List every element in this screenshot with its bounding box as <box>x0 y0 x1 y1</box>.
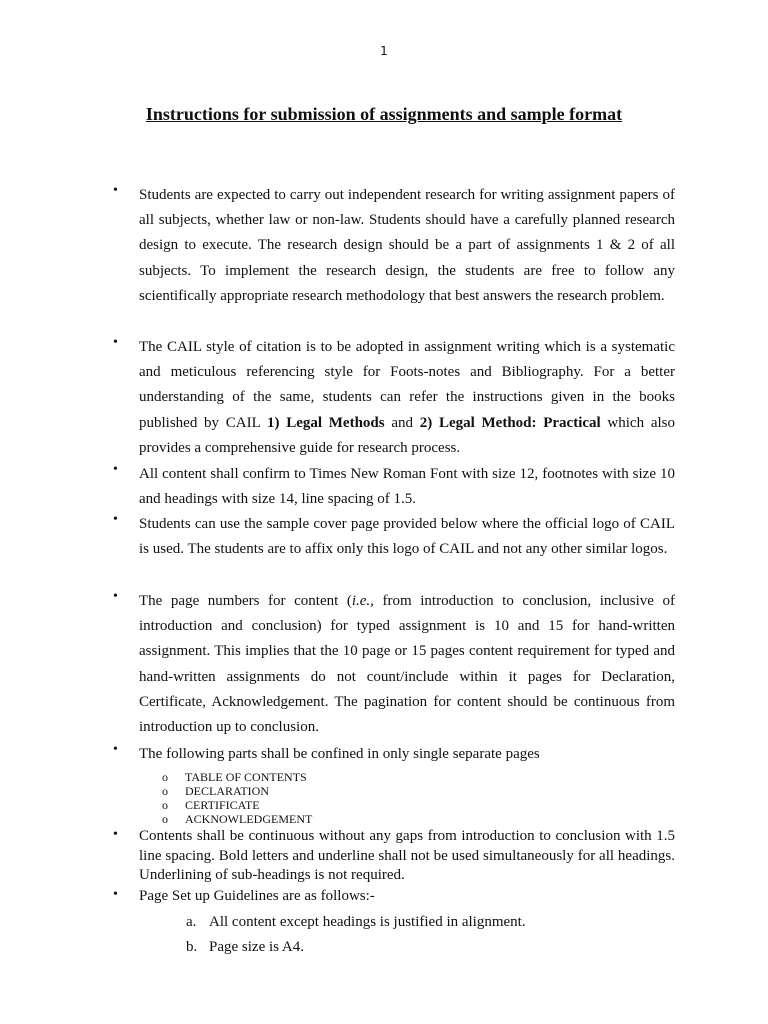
bullet-icon: • <box>113 589 118 604</box>
bullet-icon: • <box>113 742 118 757</box>
separate-pages-instruction: The following parts shall be confined in only single separate pages <box>139 746 540 762</box>
list-item-text <box>139 335 675 461</box>
circle-bullet-icon: o <box>162 770 168 784</box>
research-instruction: Students are expected to carry out independent research for writing assignment papers of all subjects, whether law or non-law. Students should have a carefully planned research design to execute. The research design should be a part of assignments 1 & 2 of all subjects. To implement the research design, the students are free to follow any scientifically appropriate research methodology that best answers the research problem. <box>139 187 675 304</box>
logo-instruction: Students can use the sample cover page provided below where the official logo of CAIL is used. The students are to affix only this logo of CAIL and not any other similar logos. <box>139 516 675 558</box>
bullet-icon: • <box>113 335 118 350</box>
book-title-legal-methods: 1) Legal Methods <box>266 414 385 431</box>
list-item-text <box>139 462 675 512</box>
list-item-text <box>139 589 675 740</box>
circle-bullet-icon: o <box>162 798 168 812</box>
bullet-icon: • <box>113 512 118 527</box>
circle-bullet-icon: o <box>162 812 168 826</box>
continuity-instruction: Contents shall be continuous without any gaps from introduction to conclusion with 1.5 line spacing. Bold letters and underline shall not be used simultaneously for all headings. Underlining of sub-headings is not required. <box>139 828 675 883</box>
list-item-text <box>139 512 675 562</box>
page-title: Instructions for submission of assignments and sample format <box>145 104 623 124</box>
font-instruction: All content shall confirm to Times New Roman Font with size 12, footnotes with size 10 and headings with size 14, line spacing of 1.5. <box>139 466 675 508</box>
circle-bullet-icon: o <box>162 784 168 798</box>
list-item-text <box>139 742 675 767</box>
bullet-icon: • <box>113 462 118 477</box>
list-item-text <box>139 183 675 309</box>
bullet-icon: • <box>113 827 118 842</box>
citation-instruction: The CAIL style of citation is to be adopted in assignment writing which is a systematic and meticulous referencing style for Foots-notes and Bibliography. For a better understanding of the same, students can refer the instructions given in the books published by CAIL 1) Legal Methods and 2) Legal Method: Practical which also provides a comprehensive guide for research process. <box>139 339 675 456</box>
page-numbers-instruction: The page numbers for content (i.e., from introduction to conclusion, inclusive of introduction and conclusion) for typed assignment is 10 and 15 for hand-written assignment. This implies that the 10 page or 15 pages content requirement for typed and hand-written assignments do not count/include within it pages for Declaration, Certificate, Acknowledgement. The pagination for content should be continuous from introduction up to conclusion. <box>139 593 675 736</box>
page-number: 1 <box>380 44 388 58</box>
bullet-icon: • <box>113 183 118 198</box>
list-item-text <box>139 827 675 886</box>
page-setup-instruction: Page Set up Guidelines are as follows:- <box>139 888 375 904</box>
bullet-icon: • <box>113 887 118 902</box>
list-item-text <box>139 887 675 907</box>
book-title-legal-method-practical: 2) Legal Method: Practical <box>419 414 601 431</box>
